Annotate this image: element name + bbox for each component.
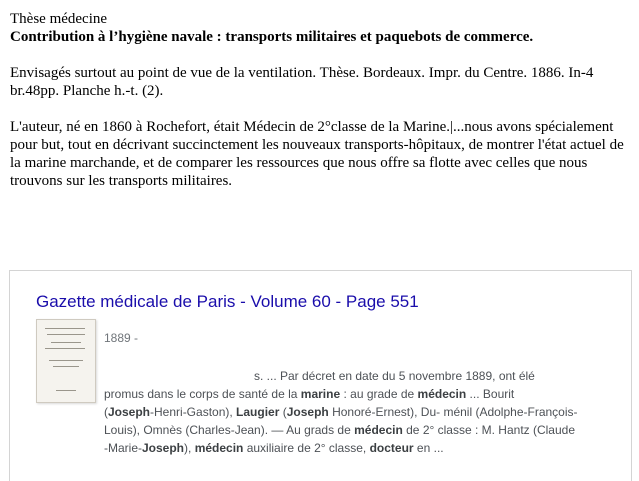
publication-year: 1889 - bbox=[104, 331, 139, 345]
book-description: Envisagés surtout au point de vue de la ventilation. Thèse. Bordeaux. Impr. du Centre. 1886. In-4 br.48pp. Planche h.-t. (2). bbox=[10, 65, 594, 99]
google-books-result bbox=[9, 270, 632, 481]
highlight-term: Joseph bbox=[142, 441, 185, 455]
book-title: Contribution à l’hygiène navale : transports militaires et paquebots de commerce. bbox=[10, 29, 534, 45]
result-snippet: s. ... Par décret en date du 5 novembre 1889, ont élé promus dans le corps de santé de la marine : au grade de médecin ... Bourit (Joseph-Henri-Gaston), Laugier (Joseph Honoré-Ernest), Du- ménil (Adolphe-François- Louis), Omnès (Charles-Jean). — Au grads de médecin de 2° classe : M. Hantz (Claude -Marie-Joseph), médecin auxiliaire de 2° classe, docteur en ... bbox=[104, 367, 616, 457]
highlight-term: marine bbox=[300, 387, 341, 401]
book-summary: L'auteur, né en 1860 à Rochefort, était Médecin de 2°classe de la Marine.|...nous avons spécialement pour but, tout en décrivant succinctement les nouveaux transports-hôpitaux, de montrer l'état actuel de la marine marchande, et de comparer les ressources que nous offre sa flotte avec celles que nous trouvons sur les transports militaires. bbox=[10, 119, 624, 189]
highlight-term: Joseph bbox=[108, 405, 151, 419]
book-cover-thumbnail[interactable] bbox=[36, 319, 96, 403]
highlight-term: médecin bbox=[354, 423, 403, 437]
result-title-link[interactable]: Gazette médicale de Paris - Volume 60 - Page 551 bbox=[36, 292, 419, 311]
highlight-term: médecin bbox=[417, 387, 467, 401]
highlight-term: Laugier bbox=[236, 405, 280, 419]
highlight-term: docteur bbox=[369, 441, 414, 455]
category-label: Thèse médecine bbox=[10, 11, 108, 27]
highlight-term: Joseph bbox=[286, 405, 329, 419]
highlight-term: médecin bbox=[194, 441, 244, 455]
book-listing bbox=[10, 10, 630, 190]
snippet-line: s. ... Par décret en date du 5 novembre 1889, ont élé bbox=[254, 369, 535, 383]
